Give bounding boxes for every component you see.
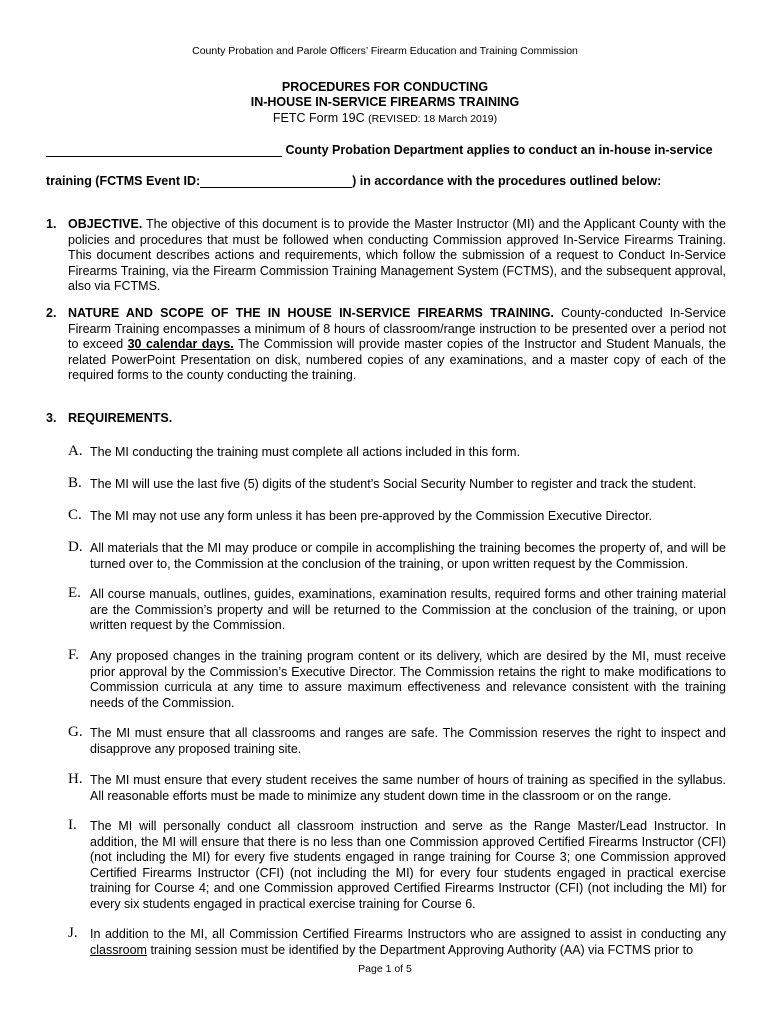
requirement-item [68,587,726,634]
section-heading: REQUIREMENTS. [68,411,173,425]
event-id-blank[interactable] [200,174,352,188]
requirement-item [68,726,726,757]
item-letter: D. [68,539,83,555]
item-text: The MI must ensure that all classrooms and ranges are safe. The Commission reserves the right to inspect and disapprove any proposed training site. [90,726,726,756]
item-text: All materials that the MI may produce or compile in accomplishing the training becomes the property of, and will be turned over to, the Commission at the conclusion of the training, or upon written request by the Commission. [90,541,726,571]
requirement-item [68,773,726,804]
item-letter: B. [68,475,82,491]
title-line-2: IN-HOUSE IN-SERVICE FIREARMS TRAINING [250,95,520,109]
requirement-item [68,445,726,461]
item-text: The MI may not use any form unless it has been pre-approved by the Commission Executive Director. [90,509,653,523]
section-heading: OBJECTIVE. [68,217,143,231]
item-text-b: training session must be identified by the Department Approving Authority (AA) via FCTMS prior to [150,942,694,957]
item-letter: J. [68,925,78,941]
item-text: The MI conducting the training must complete all actions included in this form. [90,445,521,459]
item-letter: H. [68,771,83,787]
form-id: FETC Form 19C [272,111,365,125]
section-objective [46,217,726,295]
item-text: The MI will personally conduct all classroom instruction and serve as the Range Master/Lead Instructor. In addition, the MI will ensure that there is no less than one Commission approved Certified Firearms Instructor (CFI) (not including the MI) for every five students engaged in range training for Course 3; one Commission approved Certified Firearms Instructor (CFI) (not including the MI) for every four students engaged in practical exercise training for Course 4; and one Commission approved Certified Firearms Instructor (CFI) (not including the MI) for every six students engaged in practical exercise training for Course 6. [90,819,726,911]
item-text [90,927,726,958]
title-line-1: PROCEDURES FOR CONDUCTING [281,80,489,94]
page-number: Page 1 of 5 [358,963,412,975]
section-nature-scope [46,306,726,384]
requirement-item [68,927,726,958]
item-letter: E. [68,585,81,601]
intro-line-2-prefix: training (FCTMS Event ID: [46,174,201,188]
section-requirements [46,411,726,427]
item-text-a: In addition to the MI, all Commission Certified Firearms Instructors who are assigned to assist in conducting any [90,927,726,941]
classroom-underlined: classroom [90,942,147,957]
requirement-item [68,477,726,493]
requirement-item [68,541,726,572]
item-text: The MI must ensure that every student receives the same number of hours of training as specified in the syllabus. All reasonable efforts must be made to minimize any student down time in the classroom or on the range. [90,773,726,803]
item-letter: G. [68,724,83,740]
duration-emphasis: 30 calendar days. [127,337,234,351]
commission-header: County Probation and Parole Officers’ Firearm Education and Training Commission [192,45,578,57]
requirement-item [68,649,726,711]
section-number: 2. [46,306,57,320]
item-text: Any proposed changes in the training program content or its delivery, which are desired by the MI, must receive prior approval by the Commission’s Executive Director. The Commission retains the right to make modifications to Commission curricula at any time to assure maximum effectiveness and relevance consistent with the training needs of the Commission. [90,649,726,710]
section-heading: NATURE AND SCOPE OF THE IN HOUSE IN-SERVICE FIREARMS TRAINING. [68,306,554,320]
item-text: The MI will use the last five (5) digits of the student’s Social Security Number to register and track the student. [90,477,697,491]
revision-date: (REVISED: 18 March 2019) [368,113,498,125]
item-text: All course manuals, outlines, guides, examinations, examination results, required forms and other training material are the Commission’s property and will be returned to the Commission at the conclusion of the training, or upon written request by the Commission. [90,587,726,632]
item-letter: I. [68,817,77,833]
title-block [0,80,770,127]
section-text-b: The Commission will provide master copies of the Instructor and Student Manuals, the related PowerPoint Presentation on disk, numbered copies of any examinations, and a master copy of each of the required forms to the county conducting the training. [68,337,726,382]
item-letter: A. [68,443,83,459]
requirement-item [68,509,726,525]
section-number: 1. [46,217,57,231]
requirement-item [68,819,726,912]
item-letter: F. [68,647,79,663]
section-number: 3. [46,411,57,425]
item-letter: C. [68,507,82,523]
county-name-blank[interactable] [46,143,282,157]
section-text-a: County-conducted In-Service Firearm Training encompasses a minimum of 8 hours of classroom/range instruction to be presented over a period not to exceed [68,306,726,351]
intro-line-1-text: County Probation Department applies to conduct an in-house in-service [285,143,713,157]
section-text: The objective of this document is to provide the Master Instructor (MI) and the Applicant County with the policies and procedures that must be followed when conducting Commission approved In-Service Firearms Training. This document describes actions and requirements, which follow the submission of a request to Conduct In-Service Firearms Training, via the Firearm Commission Training Management System (FCTMS), and the subsequent approval, also via FCTMS. [68,217,727,293]
intro-line-2-suffix: ) in accordance with the procedures outlined below: [352,174,662,188]
intro-line-1 [46,143,713,157]
intro-line-2 [46,174,661,188]
form-number [0,110,770,127]
